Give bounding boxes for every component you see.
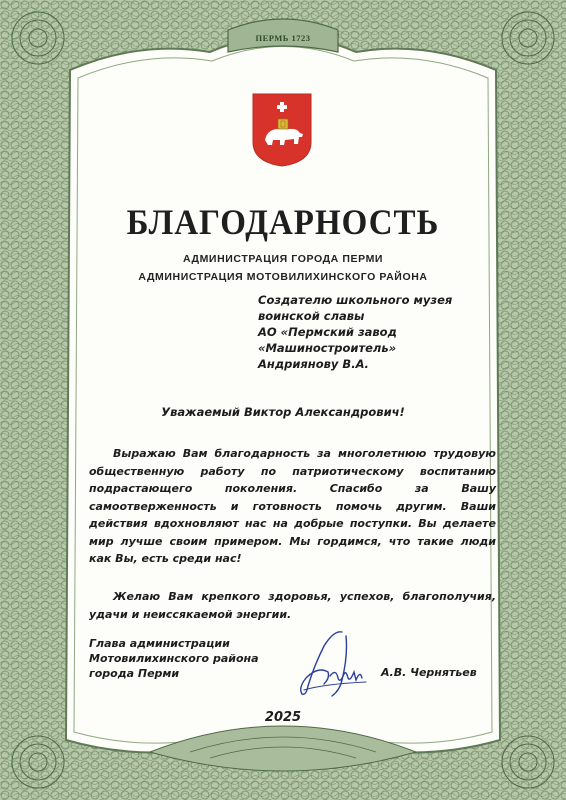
signer-title-line: города Перми [89, 667, 180, 680]
salutation: Уважаемый Виктор Александрович! [161, 405, 405, 419]
recipient-block [258, 292, 508, 372]
gratitude-paragraph: Выражаю Вам благодарность за многолетнюю трудовую общественную работу по патриотическому воспитанию подрастающего поколения. Спасибо за Вашу самоотверженность и готовность помочь другим. Ваши действия вдохновляют нас на добрые поступки. Вы делаете мир лучше своим примером. Мы гордимся, что такие люди как Вы, есть среди нас! [89, 447, 496, 565]
handwritten-signature [284, 626, 380, 706]
signer-title-line: Мотовилихинского района [89, 652, 259, 665]
year: 2025 [264, 710, 302, 725]
perm-coat-of-arms-icon [251, 92, 313, 168]
signer-name: А.В. Чернятьев [381, 666, 477, 679]
wishes-paragraph: Желаю Вам крепкого здоровья, успехов, благополучия, удачи и неиссякаемой энергии. [89, 590, 496, 621]
recipient-line: Андриянову В.А. [258, 357, 369, 371]
signer-title-block [89, 636, 309, 681]
recipient-line: «Машиностроитель» [258, 341, 397, 355]
recipient-line: Создателю школьного музея [258, 293, 453, 307]
issuer-line-city: АДМИНИСТРАЦИЯ ГОРОДА ПЕРМИ [182, 253, 384, 265]
issuer-line-district: АДМИНИСТРАЦИЯ МОТОВИЛИХИНСКОГО РАЙОНА [138, 271, 428, 283]
signer-title-line: Глава администрации [89, 637, 230, 650]
frame-label: ПЕРМЬ 1723 [255, 33, 311, 43]
recipient-line: АО «Пермский завод [258, 325, 397, 339]
document-title: БЛАГОДАРНОСТЬ [126, 203, 440, 243]
recipient-line: воинской славы [258, 309, 365, 323]
